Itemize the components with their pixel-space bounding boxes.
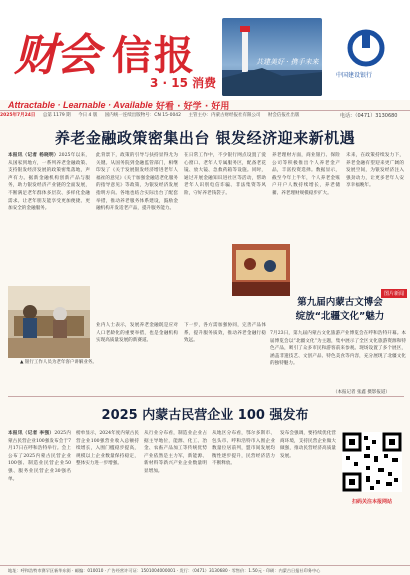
lead-column-2b [96,322,178,362]
bank-logo [326,28,406,88]
section-divider [8,396,404,397]
issue-date: 2025年7月24日 [0,113,36,118]
slogan-english: Attractable · Learnable · Available [8,100,153,110]
sponsor: 主管主办：内蒙古财经报社有限公司 [188,113,261,118]
feature-text: 7月23日，第九届内蒙古文化旅游产业博览会在呼和浩特开幕。本届博览会以“北疆文化”为主题，集中展示了全区文化旅游资源和特色产品，吸引了众多市民和游客前来参观。现场设置了多个展区，涵盖非遗技艺、文创产品、特色美食等内容，充分展现了北疆文化的独特魅力。 [270,331,406,367]
second-column-5 [280,430,336,562]
lead-text-4: 养老理财方面，商业银行、保险公司等积极推出个人养老金产品，丰富投资选择。数据显示，截至今年上半年，个人养老金账户开户人数持续增长，养老储蓄、养老理财规模稳步扩大。 [272,153,340,196]
photo-caption: ▲ 银行工作人员为老年客户讲解业务。 [20,360,97,365]
publisher: 财会信报社出版 [267,113,300,118]
second-headline: 2025 内蒙古民营企业 100 强发布 [101,408,309,423]
bank-name: 中国建设银行 [336,72,373,79]
second-text-4: 从地区分布看，鄂尔多斯市、包头市、呼和浩特市入围企业数量位居前列，盟市间发展均衡性逐步提升，民营经济活力不断释放。 [212,431,275,467]
lead-column-3b [184,322,266,362]
feature-headline-line1: 第九届内蒙古文博会 [297,297,383,308]
feature-headline-line2: 绽放“北疆文化”魅力 [295,311,385,322]
feature-body [270,330,406,386]
bank-service-photo [8,286,90,358]
second-byline: 本报讯（记者 李强） [8,431,55,436]
second-text-3: 从行业分布看，制造业企业占据主导地位，能源、化工、冶金、农畜产品加工等传统优势产业依然是主力军，新能源、新材料等新兴产业企业数量明显增加。 [144,431,207,474]
feature-headline [270,296,410,324]
issue-info-bar [0,110,410,120]
footer: 地址：呼和浩特市赛罕区新华东街 · 邮编：010010 · 广告经营许可证：1501004000001 · 发行：（0471）3130680 · 零售价：1.50元 · 印刷：内蒙古日报社印务中心 [0,565,410,575]
cn-code: 国内统一连续出版物号：CN 15-0042 [104,113,182,118]
expo-photo [232,244,290,296]
second-column-4 [212,430,275,562]
lead-text-3: 在日常工作中，不少银行网点设置了爱心窗口、老年人专属服务区，配备老花镜、放大镜、急救药箱等设施。同时，通过开展金融知识进社区等活动，帮助老年人识别电信诈骗、非法集资等风险，守好养老钱袋子。 [184,153,266,196]
qr-code[interactable] [342,432,402,492]
lead-column-1 [8,152,90,282]
lead-text-1: 2025年以来，从国家到地方，一系列养老金融政策、支持银发经济发展的政策密集落地，声声有力。据新金融机构创新产品与服务，助力银发经济产业链的全面发展，不断满足老年群体多层次、多样化金融需求。让老年朋友能享受更加便捷、更加安全的金融服务。 [8,153,90,212]
lead-text-5: 未来，在政策持续发力下，养老金融有望迎来更广阔的发展空间，为银发经济注入强劲动力，让更多老年人安享幸福晚年。 [346,153,404,189]
masthead-logo-xinbao: 信报 [112,32,196,79]
feature-credit: （本报记者 张鑫 摄影报道） [333,390,390,395]
lead-column-2 [96,152,178,322]
second-text-2: 榜单显示，2024年度内蒙古民营企业100强营业收入总额持续增长，入围门槛稳步提高，规模以上企业数量保持稳定，整体实力进一步增强。 [76,431,139,467]
second-column-3 [144,430,207,562]
qr-caption: 扫码关注本报网站 [351,499,392,505]
picture-news-tag: 图片新闻 [381,289,407,298]
lead-column-5 [346,152,404,302]
ad-caption: 共建美好 · 携手未来 [256,58,319,66]
second-column-1 [8,430,71,562]
page-count: 今日 4 版 [78,113,98,118]
lead-text-2b: 业内人士表示，发展养老金融既是应对人口老龄化的重要举措，也是金融机构实现高质量发展的新赛道。 [96,323,178,344]
slogan-chinese: 好看 · 好学 · 好用 [156,102,230,112]
second-text-1: 2025内蒙古民营企业100强发布会于7月17日在呼和浩特举行。会上公布了2025内蒙古民营企业100强、制造业民营企业50强、服务业民营企业30强名单。 [8,431,71,482]
lead-byline: 本报讯（记者 杨晓明） [8,153,59,158]
lead-text-2: 此背景下，政策的引导与扶持显得尤为关键。从国务院到金融监管部门，相继印发了《关于发展银发经济增进老年人福祉的意见》《关于加强金融适老化服务的指导意见》等政策，为银发经济发展指明方向。各地也结合实际出台了配套举措，推动养老服务体系建设，鼓励金融机构开发适老产品，提升服务能力。 [96,153,178,212]
lead-text-3b: 下一步，各方需加强协同，完善产品体系，提升服务质效，推动养老金融行稳致远。 [184,323,266,344]
second-column-2 [76,430,139,562]
second-text-5: 发布会强调，要持续优化营商环境，支持民营企业做大做强，推动民营经济高质量发展。 [280,431,336,459]
lead-column-3 [184,152,266,322]
masthead-logo-cai: 财会 [14,30,98,81]
issue-number: 总第 1179 期 [42,113,71,118]
bank-phone: 电话：（0471）3130680 [340,113,398,119]
masthead-subtitle: 3 · 15 消费 [150,76,217,90]
lead-headline: 养老金融政策密集出台 银发经济迎来新机遇 [54,129,356,147]
